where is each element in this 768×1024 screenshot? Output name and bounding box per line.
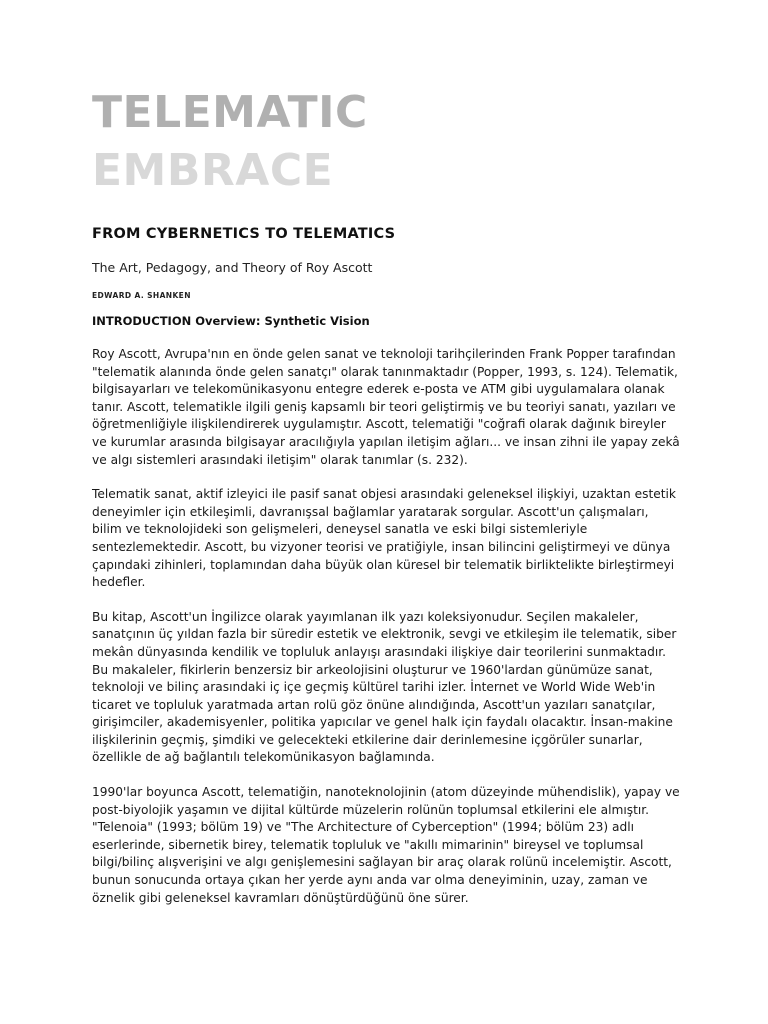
subtitle: FROM CYBERNETICS TO TELEMATICS bbox=[92, 226, 396, 242]
tagline: The Art, Pedagogy, and Theory of Roy Ascott bbox=[92, 260, 373, 275]
title-line-1: TELEMATIC bbox=[92, 87, 368, 138]
intro-heading: INTRODUCTION Overview: Synthetic Vision bbox=[92, 314, 370, 328]
body-paragraph: Telematik sanat, aktif izleyici ile pasif sanat objesi arasındaki geleneksel ilişkiyi, uzaktan estetik deneyimler için etkileşimli, davranışsal bağlamlar yaratarak sorgular. Ascott'un çalışmaları, bilim ve teknolojideki son gelişmeleri, deneysel sanatla ve eski bilgi sistemleriyle sentezlemektedir. Ascott, bu vizyoner teorisi ve pratiğiyle, insan bilincini geliştirmeyi ve dünya çapındaki zihinleri, toplamından daha büyük olan küresel bir telematik birliktelikte birleştirmeyi hedefler. bbox=[92, 487, 676, 590]
author-name: EDWARD A. SHANKEN bbox=[92, 291, 191, 300]
body-paragraph: Roy Ascott, Avrupa'nın en önde gelen sanat ve teknoloji tarihçilerinden Frank Popper tarafından "telematik alanında önde gelen sanatçı" olarak tanınmaktadır (Popper, 1993, s. 124). Telematik, bilgisayarları ve telekomünikasyonu entegre ederek e-posta ve ATM gibi uygulamalara olanak tanır. Ascott, telematikle ilgili geniş kapsamlı bir teori geliştirmiş ve bu teoriyi sanatı, yazıları ve öğretmenliğiyle ilişkilendirerek uygulamıştır. Ascott, telematiği "coğrafi olarak dağınık bireyler ve kurumlar arasında bilgisayar aracılığıyla yapılan iletişim ağları... ve insan zihni ile yapay zekâ ve algı sistemleri arasındaki iletişim" olarak tanımlar (s. 232). bbox=[92, 347, 680, 467]
title-line-2: EMBRACE bbox=[92, 145, 334, 196]
body-paragraph: Bu kitap, Ascott'un İngilizce olarak yayımlanan ilk yazı koleksiyonudur. Seçilen makaleler, sanatçının üç yıldan fazla bir süredir estetik ve elektronik, sevgi ve etkileşim ile telematik, siber mekân dünyasında kendilik ve topluluk anlayışı arasındaki ilişkiye dair teorilerini sunmaktadır. Bu makaleler, fikirlerin benzersiz bir arkeolojisini oluşturur ve 1960'lardan günümüze sanat, teknoloji ve bilinç arasındaki iç içe geçmiş kültürel tarihi izler. İnternet ve World Wide Web'in ticaret ve topluluk yaratmada artan rolü göz önüne alındığında, Ascott'un yazıları sanatçılar, girişimciler, akademisyenler, politika yapıcılar ve genel halk için faydalı olacaktır. İnsan-makine ilişkilerinin geçmiş, şimdiki ve gelecekteki etkilerine dair derinlemesine içgörüler sunarlar, özellikle de ağ bağlantılı telekomünikasyon bağlamında. bbox=[92, 609, 677, 765]
body-paragraph: 1990'lar boyunca Ascott, telematiğin, nanoteknolojinin (atom düzeyinde mühendislik), yapay ve post-biyolojik yaşamın ve dijital kültürde müzelerin rolünün toplumsal etkilerini ele almıştır. "Telenoia" (1993; bölüm 19) ve "The Architecture of Cyberception" (1994; bölüm 23) adlı eserlerinde, sibernetik birey, telematik topluluk ve "akıllı mimarinin" bireysel ve toplumsal bilgi/bilinç alışverişini ve algı genişlemesini sağlayan bir araç olarak rolünü incelemiştir. Ascott, bunun sonucunda ortaya çıkan her yerde aynı anda var olma deneyiminin, uzay, zaman ve öznelik gibi geleneksel kavramları dönüştürdüğünü öne sürer. bbox=[92, 785, 680, 905]
document-page bbox=[92, 84, 682, 907]
